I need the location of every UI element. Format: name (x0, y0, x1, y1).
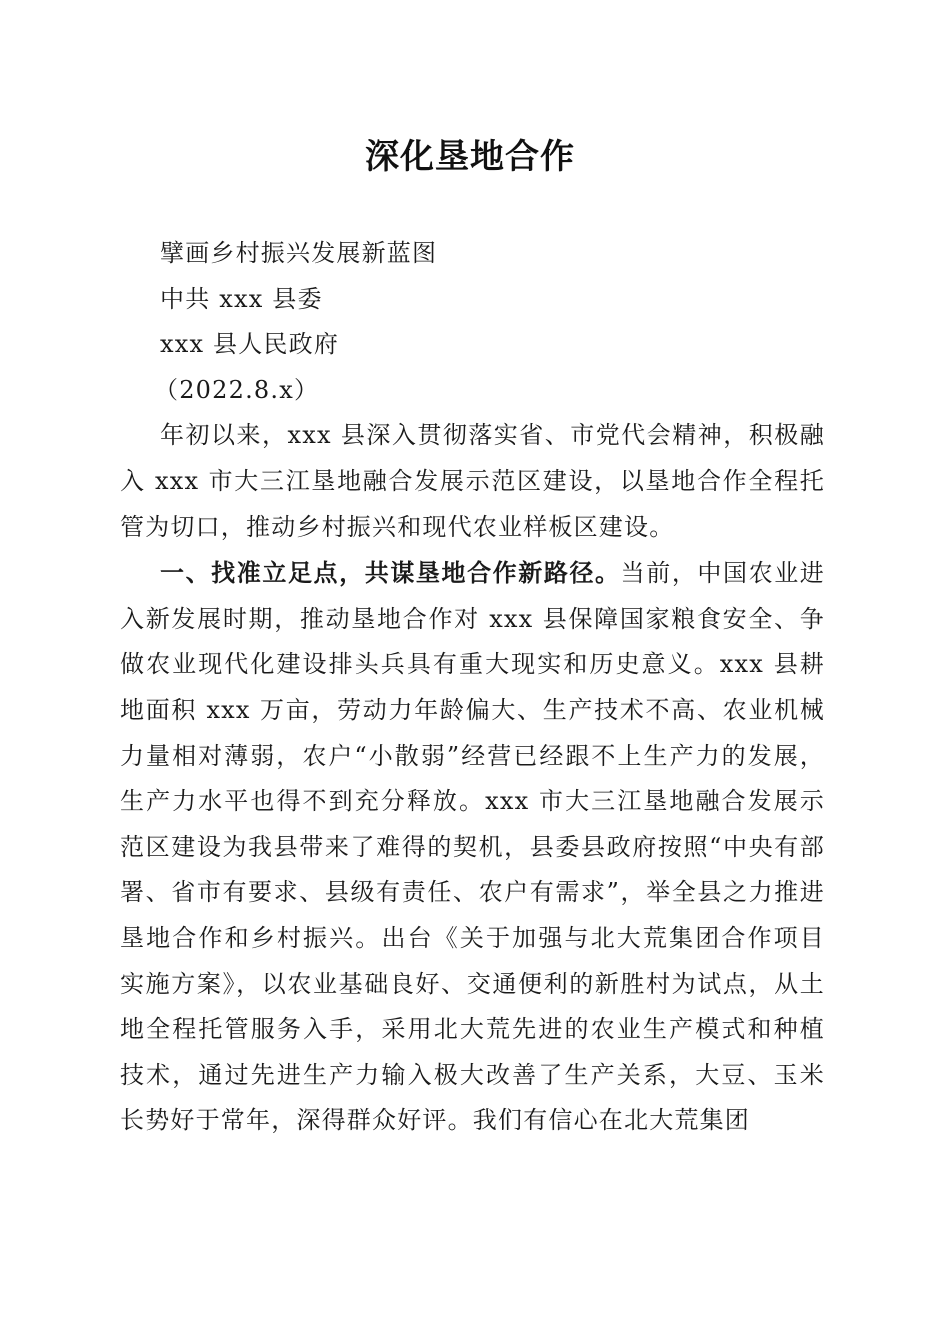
author-party-committee: 中共 xxx 县委 (160, 284, 323, 313)
section-1-paragraph (120, 550, 825, 1144)
document-subtitle: 擘画乡村振兴发展新蓝图 (160, 239, 438, 267)
author-county-government: xxx 县人民政府 (160, 330, 340, 359)
intro-paragraph: 年初以来，xxx 县深入贯彻落实省、市党代会精神，积极融入 xxx 市大三江垦地融合发展示范区建设，以垦地合作全程托管为切口，推动乡村振兴和现代农业样板区建设。 (120, 421, 825, 541)
document-date: （2022.8.x） (154, 375, 320, 404)
document-title: 深化垦地合作 (365, 137, 575, 177)
document-body (120, 231, 825, 1144)
section-1-text: 当前，中国农业进入新发展时期，推动垦地合作对 xxx 县保障国家粮食安全、争做农业现代化建设排头兵具有重大现实和历史意义。xxx 县耕地面积 xxx 万亩，劳动力年龄偏大、生产技术不高、农业机械力量相对薄弱，农户“小散弱”经营已经跟不上生产力的发展，生产力水平也得不到充分释放。xxx 市大三江垦地融合发展示范区建设为我县带来了难得的契机，县委县政府按照“中央有部署、省市有要求、县级有责任、农户有需求”，举全县之力推进垦地合作和乡村振兴。出台《关于加强与北大荒集团合作项目实施方案》，以农业基础良好、交通便利的新胜村为试点，从土地全程托管服务入手，采用北大荒先进的农业生产模式和种植技术，通过先进生产力输入极大改善了生产关系，大豆、玉米长势好于常年，深得群众好评。我们有信心在北大荒集团 (120, 559, 825, 1135)
section-1-heading: 一、找准立足点，共谋垦地合作新路径。 (160, 558, 621, 588)
